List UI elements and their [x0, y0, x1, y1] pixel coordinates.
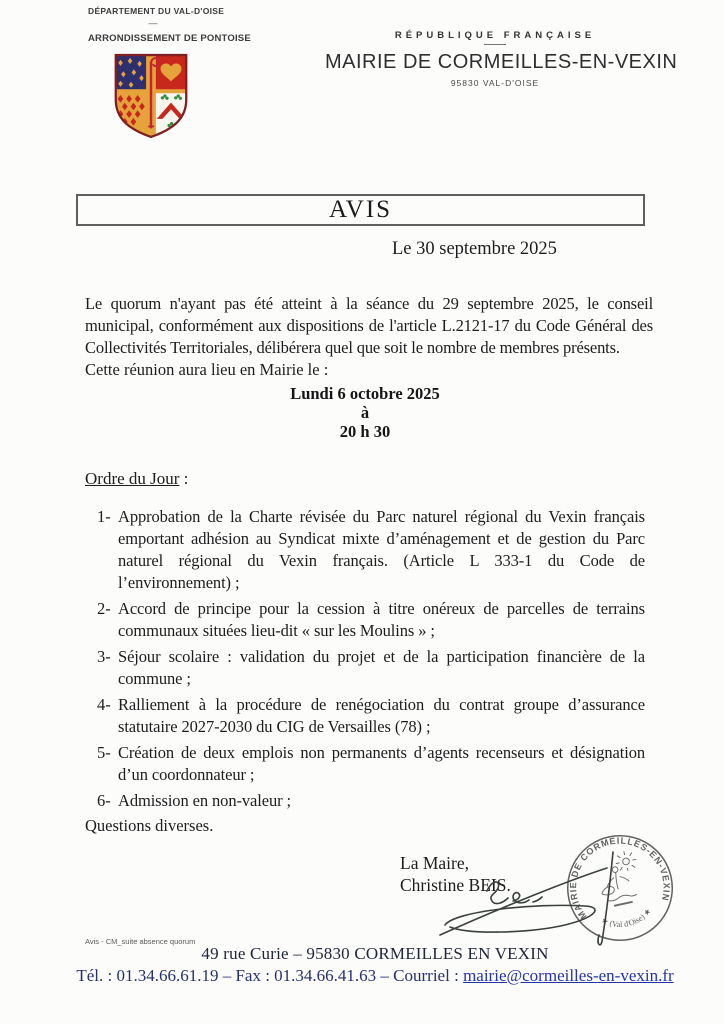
- agenda-item: [85, 506, 645, 594]
- agenda-item: [85, 646, 645, 690]
- agenda-item-text: Ralliement à la procédure de renégociation du contrat groupe d’assurance statutaire 2027-2030 du CIG de Versailles (78) ;: [118, 695, 645, 736]
- meeting-time: 20 h 30: [339, 422, 391, 441]
- stamp-bottom-text: ★ (Val d'Oise) ★: [599, 906, 653, 930]
- quorum-paragraph: Le quorum n'ayant pas été atteint à la séance du 29 septembre 2025, le conseil municipal, conformément aux dispositions de l'article L.2121-17 du Code Général des Collectivités Territoriales, délibérera quel que soit le nombre de membres présents.: [85, 294, 653, 357]
- agenda-item-text: Approbation de la Charte révisée du Parc naturel régional du Vexin français emportant adhésion au Syndicat mixte d’aménagement et de gestion du Parc naturel régional du Vexin français. (Article L 333-1 du Code de l’environnement) ;: [118, 507, 645, 592]
- header-right-block: [325, 30, 678, 88]
- avis-title: AVIS: [328, 196, 393, 223]
- agenda-item: [85, 790, 645, 812]
- header-separator: —: [148, 18, 158, 28]
- document-reference: Avis - CM_suite absence quorum: [85, 937, 196, 946]
- agenda-item-text: Création de deux emplois non permanents d’agents recenseurs et désignation d’un coordonnateur ;: [118, 743, 645, 784]
- notice-date: Le 30 septembre 2025: [392, 239, 557, 259]
- agenda-item-text: Admission en non-valeur ;: [118, 791, 292, 810]
- agenda-item-number: 6-: [97, 791, 111, 810]
- agenda-item: [85, 742, 645, 786]
- stamp-top-text: MAIRIE DE CORMEILLES-EN-VEXIN: [568, 835, 672, 922]
- agenda-item-number: 5-: [97, 743, 111, 762]
- agenda-heading-text: Ordre du Jour: [85, 469, 180, 488]
- avis-title-box: [76, 194, 645, 226]
- email-link[interactable]: mairie@cormeilles-en-vexin.fr: [463, 966, 674, 985]
- arrondissement-label: ARRONDISSEMENT DE PONTOISE: [88, 33, 251, 44]
- republique-underline: [484, 44, 506, 45]
- signer-role: La Maire,: [400, 853, 469, 873]
- coat-of-arms-icon: [111, 52, 191, 140]
- mairie-title: MAIRIE DE CORMEILLES-EN-VEXIN: [325, 51, 678, 73]
- questions-diverses: Questions diverses.: [85, 816, 214, 835]
- agenda-item: [85, 598, 645, 642]
- agenda-item-number: 3-: [97, 647, 111, 666]
- header-left-block: [88, 6, 251, 44]
- postal-label: 95830 VAL-D'OISE: [450, 78, 540, 88]
- agenda-item-text: Séjour scolaire : validation du projet et de la participation financière de la commune ;: [118, 647, 645, 688]
- handwritten-signature: [425, 845, 650, 950]
- meeting-at: à: [360, 403, 370, 422]
- footer-address: 49 rue Curie – 95830 CORMEILLES EN VEXIN: [201, 944, 549, 963]
- republique-label: RÉPUBLIQUE FRANÇAISE: [394, 30, 596, 41]
- footer-block: [75, 944, 675, 986]
- agenda-item-text: Accord de principe pour la cession à titre onéreux de parcelles de terrains communaux situées lieu-dit « sur les Moulins » ;: [118, 599, 645, 640]
- agenda-item-number: 1-: [97, 507, 111, 526]
- agenda-heading: [85, 469, 188, 489]
- agenda-item-number: 4-: [97, 695, 111, 714]
- footer-contacts: [75, 966, 675, 986]
- meeting-intro: Cette réunion aura lieu en Mairie le :: [85, 360, 329, 379]
- agenda-heading-colon: :: [179, 469, 189, 488]
- signer-name: Christine BEIS.: [400, 875, 511, 895]
- agenda-item-number: 2-: [97, 599, 111, 618]
- meeting-day: Lundi 6 octobre 2025: [290, 384, 440, 403]
- agenda-item: [85, 694, 645, 738]
- footer-contacts-text: Tél. : 01.34.66.61.19 – Fax : 01.34.66.41.63 – Courriel :: [76, 966, 464, 985]
- agenda-list: [85, 506, 645, 816]
- department-label: DÉPARTEMENT DU VAL-D'OISE: [88, 6, 225, 16]
- meeting-datetime-block: [85, 385, 645, 442]
